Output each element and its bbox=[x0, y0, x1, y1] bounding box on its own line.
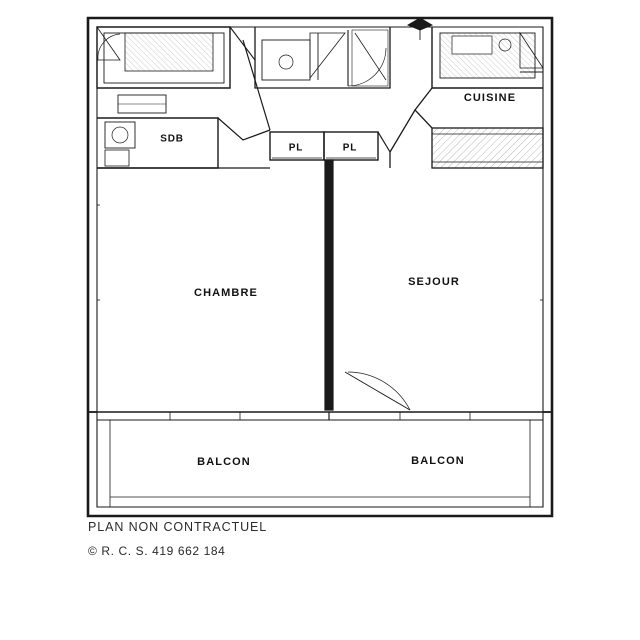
room-label-balcon-right: BALCON bbox=[411, 455, 465, 467]
room-label-cuisine: CUISINE bbox=[463, 92, 517, 104]
disclaimer-text: PLAN NON CONTRACTUEL bbox=[88, 520, 268, 534]
footer bbox=[88, 520, 488, 568]
room-label-sdb: SDB bbox=[160, 133, 184, 145]
room-label-pl-left: PL bbox=[288, 142, 304, 154]
room-label-pl-right: PL bbox=[342, 142, 358, 154]
room-label-chambre: CHAMBRE bbox=[194, 287, 258, 299]
room-label-sejour: SEJOUR bbox=[408, 276, 460, 288]
registration-text: © R. C. S. 419 662 184 bbox=[88, 544, 226, 558]
room-label-balcon-left: BALCON bbox=[197, 456, 251, 468]
